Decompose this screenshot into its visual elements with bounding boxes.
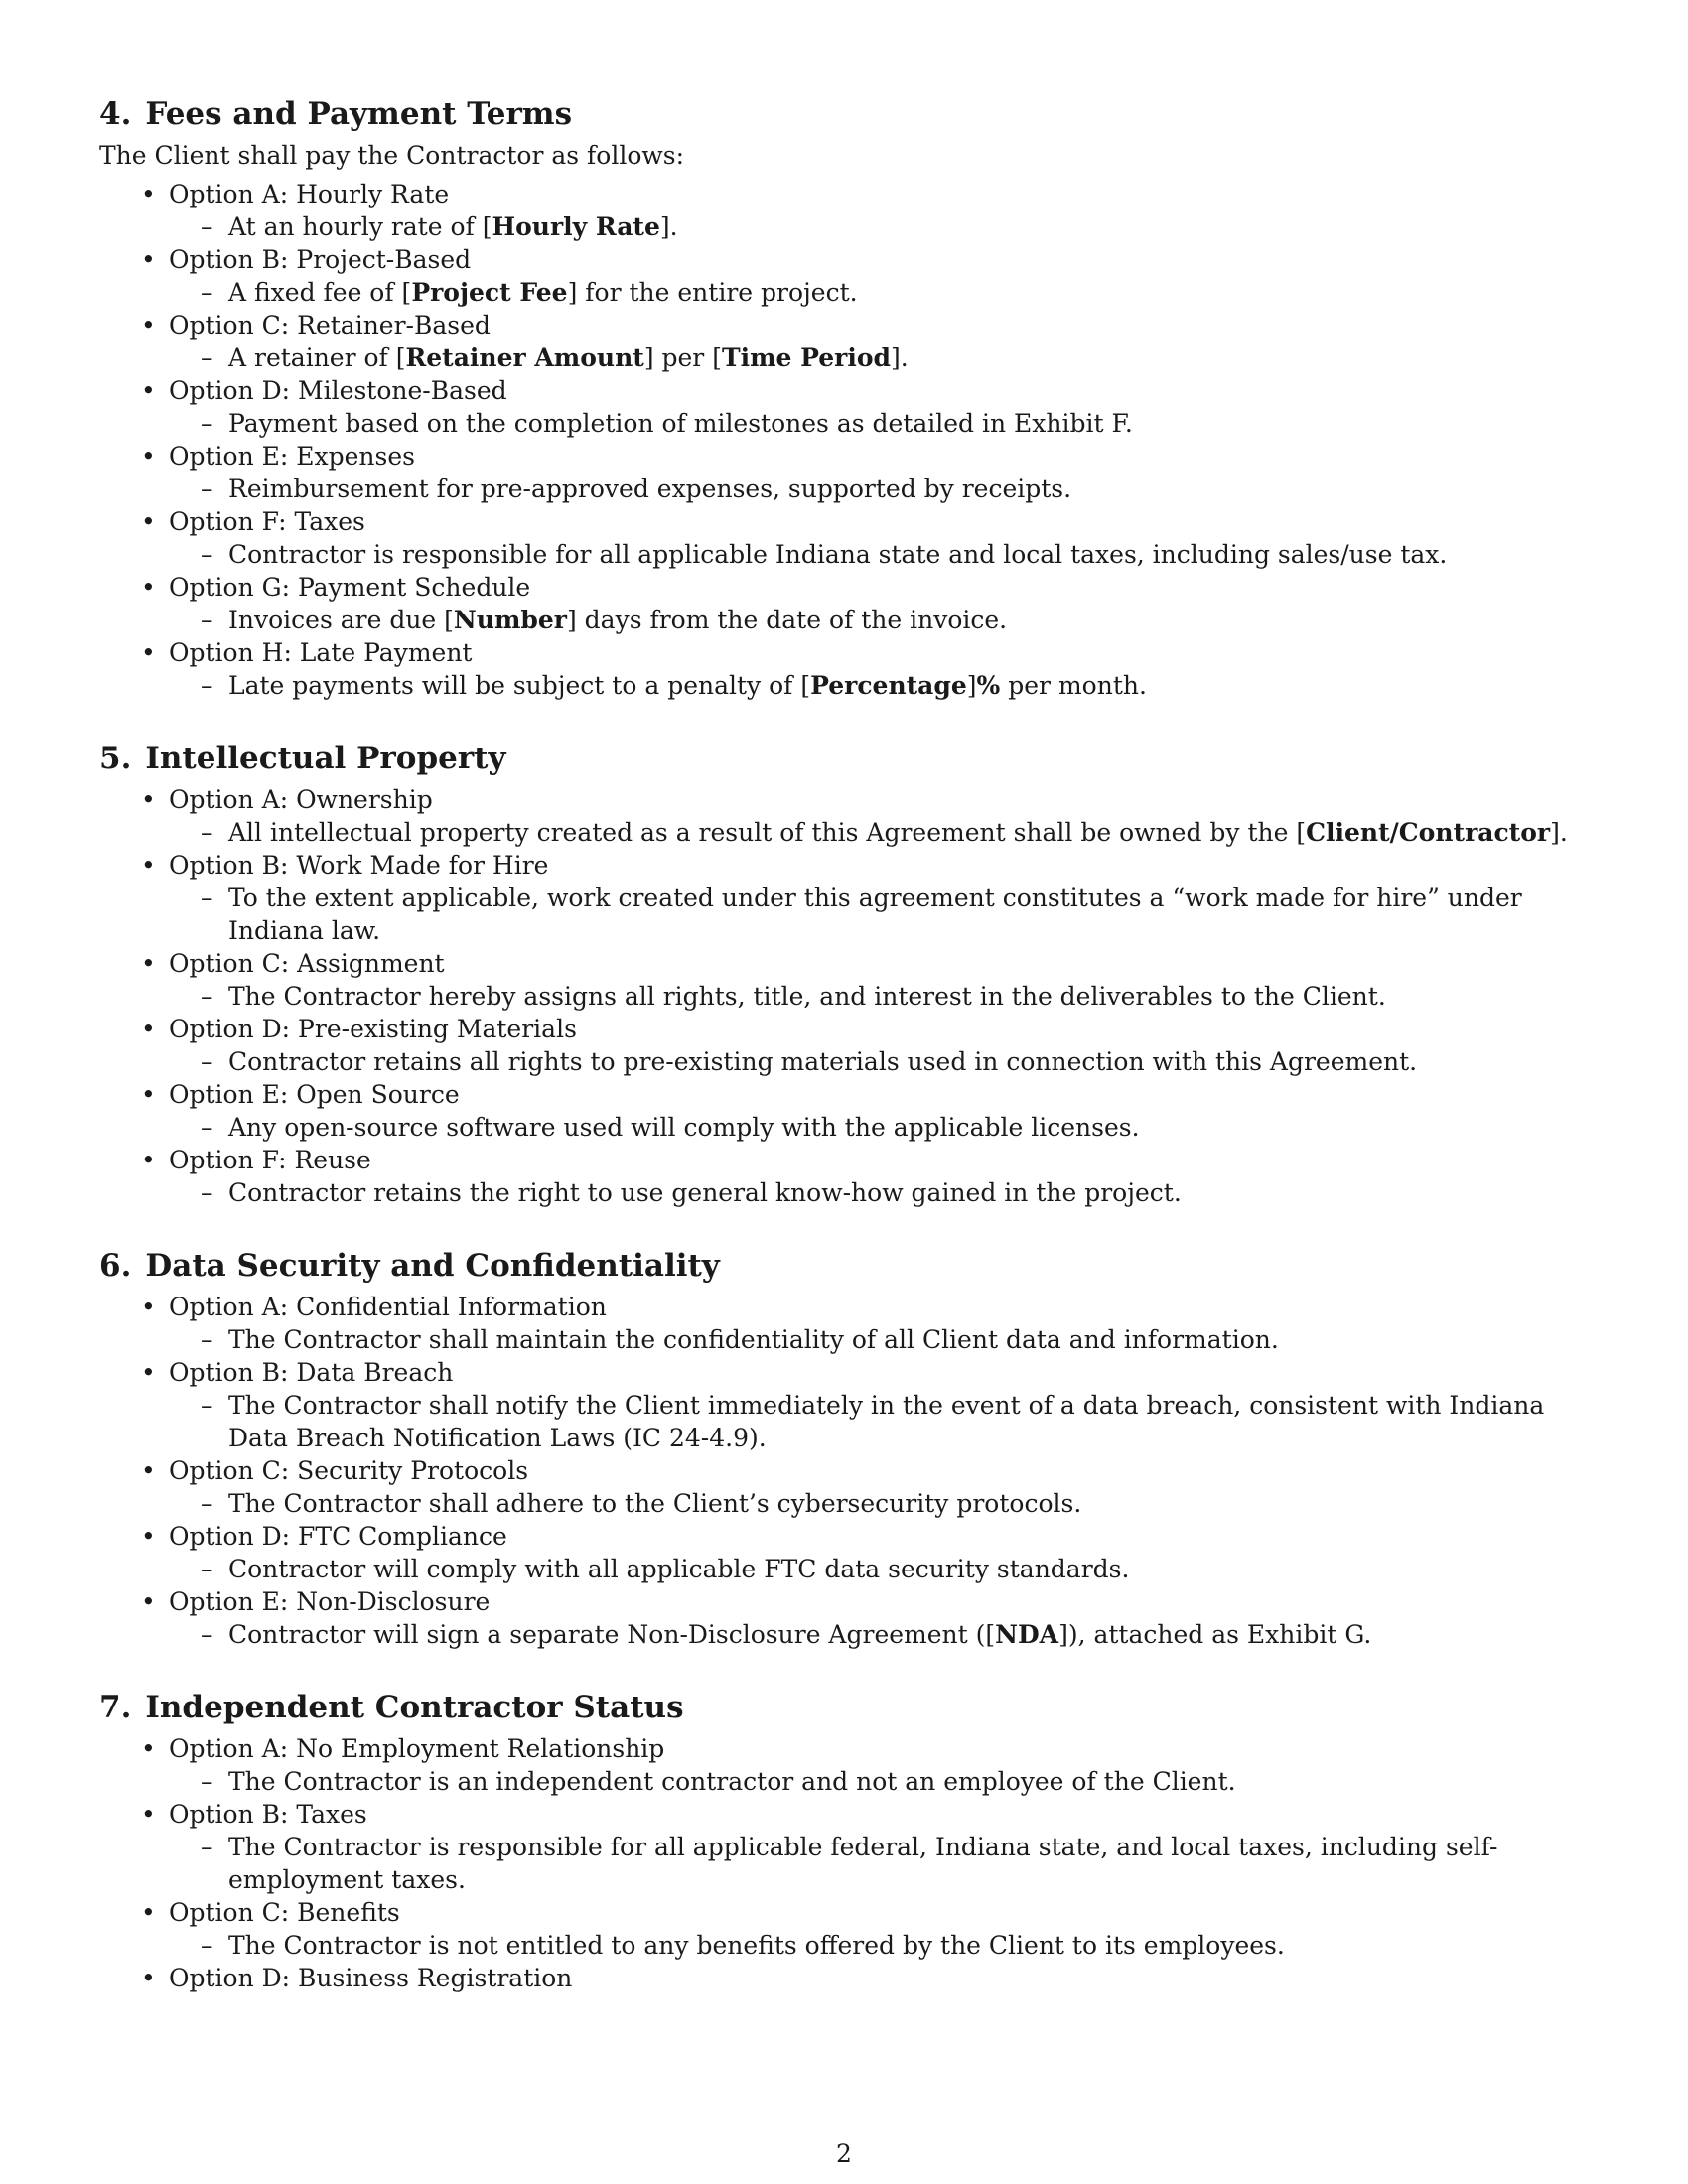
list-item [99,1454,1589,1520]
option-label: • Option E: Open Source [169,1080,460,1109]
list-item [99,1732,1589,1798]
option-detail [169,669,1589,702]
option-detail [169,407,1589,440]
list-item [99,1585,1589,1651]
detail-text: The Contractor is an independent contractor and not an employee of the Client. [228,1767,1236,1796]
option-detail [169,1831,1589,1896]
list-item [99,636,1589,702]
option-detail [169,473,1589,505]
list-item [99,440,1589,505]
list-item [99,1896,1589,1962]
detail-text: The Contractor shall maintain the confidentiality of all Client data and information. [228,1325,1279,1354]
section-number: 4. [99,96,132,132]
list-item [99,849,1589,947]
detail-text: At an hourly rate of [ [228,212,492,241]
option-detail [169,1389,1589,1454]
option-detail [169,604,1589,636]
option-label: • Option H: Late Payment [169,638,473,667]
placeholder-field: Time Period [721,343,891,372]
option-list [99,783,1589,1209]
list-item [99,1798,1589,1896]
option-label: • Option E: Non-Disclosure [169,1587,491,1616]
option-detail [169,1487,1589,1520]
option-label: • Option A: Hourly Rate [169,180,450,208]
detail-text: The Contractor shall adhere to the Client’s cybersecurity protocols. [228,1489,1082,1518]
option-label: • Option F: Taxes [169,507,365,536]
option-label: • Option B: Data Breach [169,1358,454,1387]
list-item [99,243,1589,309]
detail-text: The Contractor is responsible for all applicable federal, Indiana state, and local taxes, including self-employment taxes. [228,1833,1498,1894]
detail-text: ]. [659,212,678,241]
option-detail [169,538,1589,571]
section-heading [99,734,1589,783]
option-list [99,178,1589,702]
option-label: • Option B: Taxes [169,1800,367,1829]
detail-text: Contractor will sign a separate Non-Disclosure Agreement ([ [228,1620,996,1649]
detail-text: ]. [1550,818,1568,847]
list-item [99,309,1589,374]
detail-text: Any open-source software used will comply with the applicable licenses. [228,1113,1140,1142]
option-detail [169,1765,1589,1798]
section-number: 7. [99,1690,132,1725]
option-detail [169,210,1589,243]
detail-text: ] per [ [643,343,722,372]
placeholder-field: Retainer Amount [405,343,644,372]
option-label: • Option A: Confidential Information [169,1293,607,1321]
list-item [99,1291,1589,1356]
option-label: • Option E: Expenses [169,442,415,471]
section-title: Data Security and Confidentiality [145,1248,720,1284]
detail-text: To the extent applicable, work created under this agreement constitutes a “work made for hire” under Indiana law. [228,884,1522,945]
section-heading [99,89,1589,139]
option-label: • Option C: Retainer-Based [169,311,491,340]
section-heading [99,1241,1589,1291]
detail-text: Contractor retains all rights to pre-existing materials used in connection with this Agreement. [228,1047,1418,1076]
list-item [99,947,1589,1013]
section-number: 5. [99,741,132,776]
placeholder-field: Percentage [810,671,967,700]
section-title: Intellectual Property [145,741,506,776]
list-item [99,374,1589,440]
detail-text: A fixed fee of [ [228,278,412,307]
detail-text: Payment based on the completion of milestones as detailed in Exhibit F. [228,409,1133,438]
detail-text: ] days from the date of the invoice. [566,606,1008,634]
option-label: • Option G: Payment Schedule [169,573,531,602]
option-detail [169,1323,1589,1356]
section-heading [99,1683,1589,1732]
option-label: • Option C: Benefits [169,1898,400,1927]
detail-text: The Contractor hereby assigns all rights, title, and interest in the deliverables to the Client. [228,982,1386,1011]
option-detail [169,341,1589,374]
detail-text: Reimbursement for pre-approved expenses, supported by receipts. [228,475,1072,503]
list-item [99,571,1589,636]
list-item [99,1962,1589,1994]
detail-text: ] [966,671,977,700]
option-label: • Option F: Reuse [169,1146,371,1174]
section [99,89,1589,702]
option-list [99,1291,1589,1651]
detail-text: Contractor retains the right to use general know-how gained in the project. [228,1178,1182,1207]
detail-text: per month. [1000,671,1147,700]
list-item [99,1520,1589,1585]
option-label: • Option A: No Employment Relationship [169,1734,665,1763]
option-detail [169,1553,1589,1585]
detail-text: ]), attached as Exhibit G. [1058,1620,1372,1649]
option-detail [169,1176,1589,1209]
option-label: • Option D: FTC Compliance [169,1522,507,1551]
detail-text: Late payments will be subject to a penalty of [ [228,671,811,700]
page-number: 2 [836,2139,852,2168]
option-detail [169,1929,1589,1962]
detail-text: ] for the entire project. [567,278,858,307]
section-title: Fees and Payment Terms [145,96,573,132]
option-detail [169,882,1589,947]
list-item [99,1013,1589,1078]
placeholder-field: % [976,671,1001,700]
detail-text: Invoices are due [ [228,606,454,634]
detail-text: The Contractor is not entitled to any benefits offered by the Client to its employees. [228,1931,1285,1960]
list-item [99,505,1589,571]
option-label: • Option C: Security Protocols [169,1456,529,1485]
list-item [99,178,1589,243]
option-label: • Option A: Ownership [169,785,433,814]
detail-text: The Contractor shall notify the Client immediately in the event of a data breach, consistent with Indiana Data Breach Notification Laws (IC 24-4.9). [228,1391,1545,1452]
option-label: • Option D: Pre-existing Materials [169,1015,577,1043]
option-detail [169,816,1589,849]
list-item [99,1144,1589,1209]
placeholder-field: Client/Contractor [1306,818,1551,847]
option-detail [169,1618,1589,1651]
detail-text: Contractor will comply with all applicable FTC data security standards. [228,1555,1130,1583]
detail-text: ]. [891,343,909,372]
section [99,1683,1589,1994]
detail-text: All intellectual property created as a result of this Agreement shall be owned by the [ [228,818,1307,847]
list-item [99,1356,1589,1454]
section-title: Independent Contractor Status [145,1690,684,1725]
detail-text: Contractor is responsible for all applicable Indiana state and local taxes, including sales/use tax. [228,540,1448,569]
option-label: • Option C: Assignment [169,949,445,978]
document-page [99,89,1589,2026]
option-label: • Option B: Project-Based [169,245,472,274]
section-number: 6. [99,1248,132,1284]
list-item [99,783,1589,849]
list-item [99,1078,1589,1144]
section [99,734,1589,1209]
option-label: • Option B: Work Made for Hire [169,851,549,880]
option-list [99,1732,1589,1994]
option-detail [169,980,1589,1013]
placeholder-field: NDA [995,1620,1059,1649]
placeholder-field: Project Fee [411,278,568,307]
detail-text: A retainer of [ [228,343,406,372]
option-detail [169,276,1589,309]
section-intro: The Client shall pay the Contractor as follows: [99,141,685,170]
option-detail [169,1111,1589,1144]
option-label: • Option D: Business Registration [169,1964,573,1992]
placeholder-field: Number [453,606,567,634]
option-label: • Option D: Milestone-Based [169,376,507,405]
option-detail [169,1045,1589,1078]
placeholder-field: Hourly Rate [492,212,660,241]
section [99,1241,1589,1651]
